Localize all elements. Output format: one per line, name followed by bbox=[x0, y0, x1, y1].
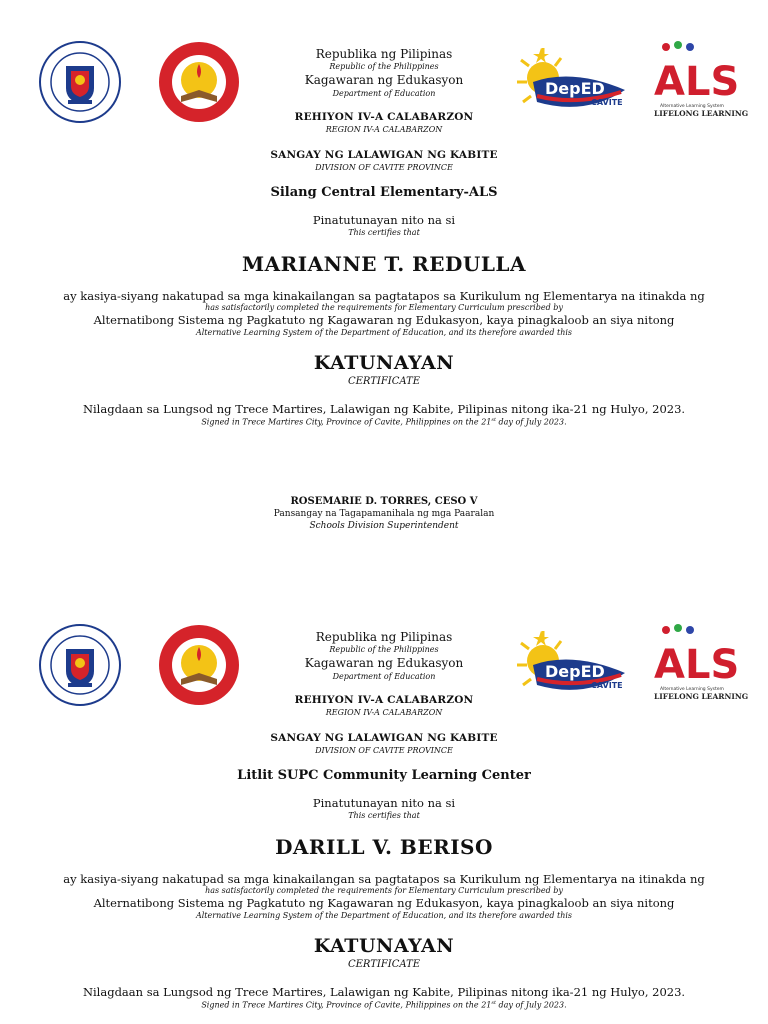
signed-en-text bbox=[0, 1000, 768, 1010]
signed-text: Nilagdaan sa Lungsod ng Trece Martires, Lalawigan ng Kabite, Pilipinas nitong ika-21 ng Hulyo, 2023. bbox=[82, 985, 686, 999]
department-en-text: Department of Education bbox=[332, 672, 436, 681]
division-text: SANGAY NG LALAWIGAN NG KABITE bbox=[270, 149, 498, 161]
signed-en-post: day of July 2023. bbox=[495, 417, 567, 427]
body-line-2: Alternatibong Sistema ng Pagkatuto ng Kagawaran ng Edukasyon, kaya pinagkaloob an siya nitong bbox=[93, 896, 675, 910]
body-line-1-en: has satisfactorily completed the requirements for Elementary Curriculum prescribed by bbox=[205, 303, 563, 312]
department-text: Kagawaran ng Edukasyon bbox=[304, 656, 464, 670]
signed-en-sup: st bbox=[491, 1000, 496, 1006]
division-en-text: DIVISION OF CAVITE PROVINCE bbox=[315, 746, 453, 755]
als-logo-sub: Alternative Learning System bbox=[660, 687, 724, 692]
award-title: KATUNAYAN bbox=[313, 352, 455, 374]
body-line-1-en: has satisfactorily completed the requirements for Elementary Curriculum prescribed by bbox=[205, 886, 563, 895]
recipient-name: MARIANNE T. REDULLA bbox=[242, 252, 526, 276]
body-line-2-en: Alternative Learning System of the Department of Education, and its therefore awarded this bbox=[195, 328, 573, 337]
division-en-text: DIVISION OF CAVITE PROVINCE bbox=[315, 163, 453, 172]
als-logo-text: ALS bbox=[654, 59, 740, 105]
certificate-2 bbox=[0, 583, 768, 1024]
cavite-logo-text: CAVITE bbox=[591, 98, 623, 107]
signed-text: Nilagdaan sa Lungsod ng Trece Martires, Lalawigan ng Kabite, Pilipinas nitong ika-21 ng Hulyo, 2023. bbox=[82, 402, 686, 416]
deped-logo-text: DepED bbox=[545, 662, 605, 681]
republic-text: Republika ng Pilipinas bbox=[315, 47, 453, 61]
body-line-1: ay kasiya-siyang nakatupad sa mga kinakailangan sa pagtatapos sa Kurikulum ng Elementarya na itinakda ng bbox=[63, 289, 705, 303]
body-line-1: ay kasiya-siyang nakatupad sa mga kinakailangan sa pagtatapos sa Kurikulum ng Elementarya na itinakda ng bbox=[63, 872, 705, 886]
region-en-text: REGION IV-A CALABARZON bbox=[325, 125, 443, 134]
signatory-title: Pansangay na Tagapamanihala ng mga Paaralan bbox=[273, 509, 495, 519]
region-text: REHIYON IV-A CALABARZON bbox=[294, 694, 474, 706]
republic-en-text: Republic of the Philippines bbox=[329, 645, 439, 654]
signed-en-sup: st bbox=[491, 417, 496, 423]
region-en-text: REGION IV-A CALABARZON bbox=[325, 708, 443, 717]
als-logo-tagline: LIFELONG LEARNING bbox=[654, 109, 749, 118]
department-en-text: Department of Education bbox=[332, 89, 436, 98]
signed-en-pre: Signed in Trece Martires City, Province of Cavite, Philippines on the 21 bbox=[201, 1000, 492, 1010]
als-logo-sub: Alternative Learning System bbox=[660, 104, 724, 109]
school-name: Silang Central Elementary-ALS bbox=[270, 185, 498, 200]
certifies-en-text: This certifies that bbox=[348, 228, 420, 237]
recipient-name: DARILL V. BERISO bbox=[275, 835, 493, 859]
certifies-text: Pinatutunayan nito na si bbox=[312, 796, 456, 810]
body-line-2-en: Alternative Learning System of the Department of Education, and its therefore awarded this bbox=[195, 911, 573, 920]
region-text: REHIYON IV-A CALABARZON bbox=[294, 111, 474, 123]
award-en-title: CERTIFICATE bbox=[347, 376, 421, 387]
deped-logo-text: DepED bbox=[545, 79, 605, 98]
body-line-2: Alternatibong Sistema ng Pagkatuto ng Kagawaran ng Edukasyon, kaya pinagkaloob an siya nitong bbox=[93, 313, 675, 327]
division-text: SANGAY NG LALAWIGAN NG KABITE bbox=[270, 732, 498, 744]
certifies-text: Pinatutunayan nito na si bbox=[312, 213, 456, 227]
signed-en-pre: Signed in Trece Martires City, Province of Cavite, Philippines on the 21 bbox=[201, 417, 492, 427]
signed-en-post: day of July 2023. bbox=[495, 1000, 567, 1010]
als-logo-text: ALS bbox=[654, 642, 740, 688]
signatory-name: ROSEMARIE D. TORRES, CESO V bbox=[290, 496, 478, 507]
republic-en-text: Republic of the Philippines bbox=[329, 62, 439, 71]
award-title: KATUNAYAN bbox=[313, 935, 455, 957]
school-name: Litlit SUPC Community Learning Center bbox=[237, 768, 531, 783]
cavite-logo-text: CAVITE bbox=[591, 681, 623, 690]
republic-text: Republika ng Pilipinas bbox=[315, 630, 453, 644]
signatory-title-en: Schools Division Superintendent bbox=[309, 521, 459, 531]
als-logo-tagline: LIFELONG LEARNING bbox=[654, 692, 749, 701]
department-text: Kagawaran ng Edukasyon bbox=[304, 73, 464, 87]
award-en-title: CERTIFICATE bbox=[347, 959, 421, 970]
certifies-en-text: This certifies that bbox=[348, 811, 420, 820]
signed-en-text bbox=[0, 417, 768, 427]
